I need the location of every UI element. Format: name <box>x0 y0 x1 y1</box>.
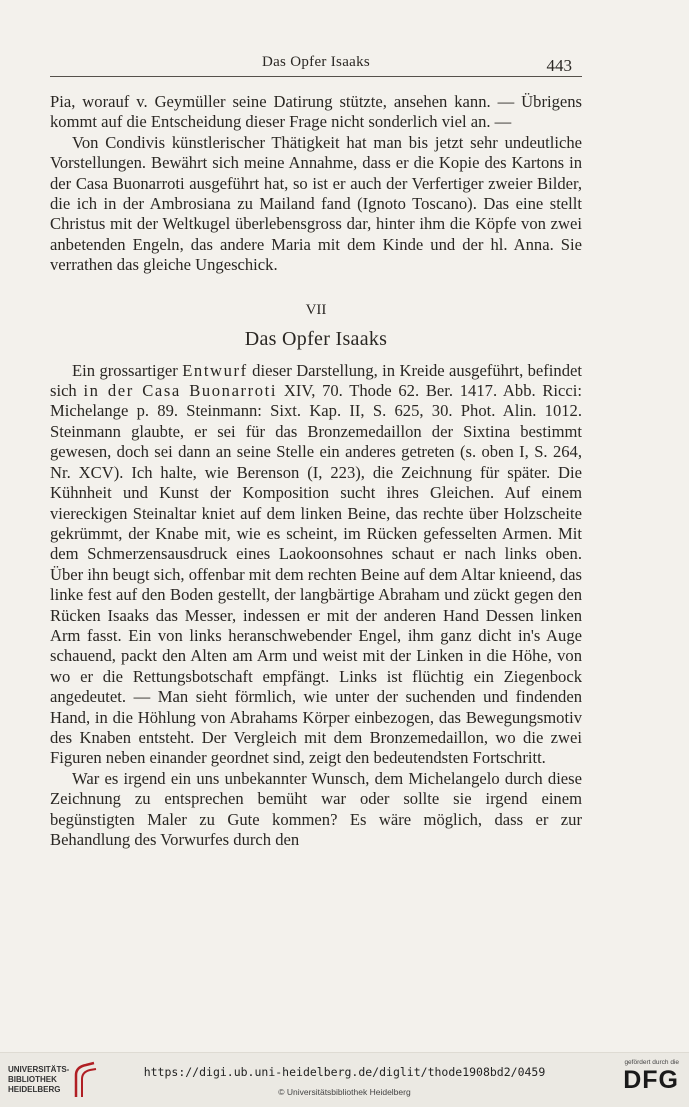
text-run: Ein grossartiger <box>72 360 183 380</box>
paragraph-condivi: Von Condivis künstlerischer Thätigkeit hat man bis jetzt sehr undeutliche Vorstellungen. Bewährt sich meine Annahme, dass er die Kopie des Kartons in der Casa Buonarroti ausgeführt hat, so ist er auch der Verfertiger zweier Bilder, die ich in der Ambrosiana zu Mailand fand (Ignoto Toscano). Das eine stellt Christus mit der Weltkugel überlebensgross dar, hinter ihm die Köpfe von zwei anbetenden Engeln, das andere Maria mit dem Kinde und der hl. Anna. Sie verrathen das gleiche Ungeschick. <box>50 132 582 275</box>
footer-bar <box>0 1052 689 1107</box>
library-name-line3: HEIDELBERG <box>8 1085 61 1094</box>
body-text <box>50 92 582 850</box>
spaced-term-casa-buonarroti: in der Casa Buonarroti <box>83 381 278 401</box>
spaced-term-entwurf: Entwurf <box>182 360 248 380</box>
permalink-url[interactable]: https://digi.ub.uni-heidelberg.de/diglit/thode1908bd2/0459 <box>143 1065 546 1079</box>
running-title: Das Opfer Isaaks <box>261 54 371 70</box>
running-head <box>50 52 582 77</box>
text-run: dieser Darstellung, in Kreide ausgeführt, befindet sich <box>50 360 582 401</box>
chapter-number: VII <box>305 301 327 318</box>
library-name-line2: BIBLIOTHEK <box>8 1075 57 1084</box>
paragraph-wunsch: War es irgend ein uns unbekannter Wunsch, dem Michelangelo durch diese Zeichnung zu entsprechen bemüht war oder sollte sie irgend einem begünstigten Maler zu Gute kommen? Es wäre möglich, dass er zur Behandlung des Vorwurfes durch den <box>50 768 582 849</box>
page-number: 443 <box>546 56 572 75</box>
paragraph-continued: Pia, worauf v. Geymüller seine Datirung stützte, ansehen kann. — Übrigens kommt auf die Entscheidung dieser Frage nicht sonderlich viel an. — <box>50 92 582 132</box>
library-name-line1: UNIVERSITÄTS- <box>8 1065 70 1074</box>
dfg-wordmark: DFG <box>623 1066 679 1094</box>
text-run: XIV, 70. Thode 62. Ber. 1417. Abb. Ricci: Michelange p. 89. Steinmann: Sixt. Kap. II, S. 625, 30. Phot. Alin. 1012. Steinmann glaubte, er sei für das Bronzemedaillon der Sixtina bestimmt gewesen, doch sei dann an seine Stelle ein anderes getreten (s. oben I, S. 264, Nr. XCV). Ich halte, wie Berenson (I, 223), die Zeichnung für später. Die Kühnheit und Kunst der Komposition sucht ihres Gleichen. Auf einem viereckigen Steinaltar kniet auf dem linken Beine, das rechte über Holzscheite gekrümmt, der Knabe mit, wie es scheint, im Rücken gefesselten Armen. Mit dem Schmerzensausdruck eines Laokoonsohnes schaut er nach links oben. Über ihn beugt sich, offenbar mit dem rechten Beine auf dem Altar knieend, das linke fest auf den Boden gestellt, der langbärtige Abraham und zückt gegen den Rücken Isaaks das Messer, indessen er mit der anderen Hand Dessen linken Arm fasst. Ein von links heranschwebender Engel, ihm ganz dicht in's Auge schauend, packt den Alten am Arm und weist mit der Linken in die Höhe, von wo er die Rettungsbotschaft empfängt. Links ist flüchtig ein Ziegenbock angedeutet. — Man sieht förmlich, wie unter der suchenden und findenden Hand, in die Höhlung von Abrahams Körper einbezogen, das Bewegungsmotiv des Knaben entsteht. Der Vergleich mit dem Bronzemedaillon, wo die zwei Figuren neben einander geordnet sind, zeigt den bedeutendsten Fortschritt. <box>50 381 582 768</box>
paragraph-entwurf <box>50 361 582 769</box>
funding-note: gefördert durch die <box>624 1059 679 1066</box>
dfg-logo <box>623 1059 679 1094</box>
chapter-title: Das Opfer Isaaks <box>244 327 388 350</box>
copyright-notice: © Universitätsbibliothek Heidelberg <box>278 1087 411 1097</box>
